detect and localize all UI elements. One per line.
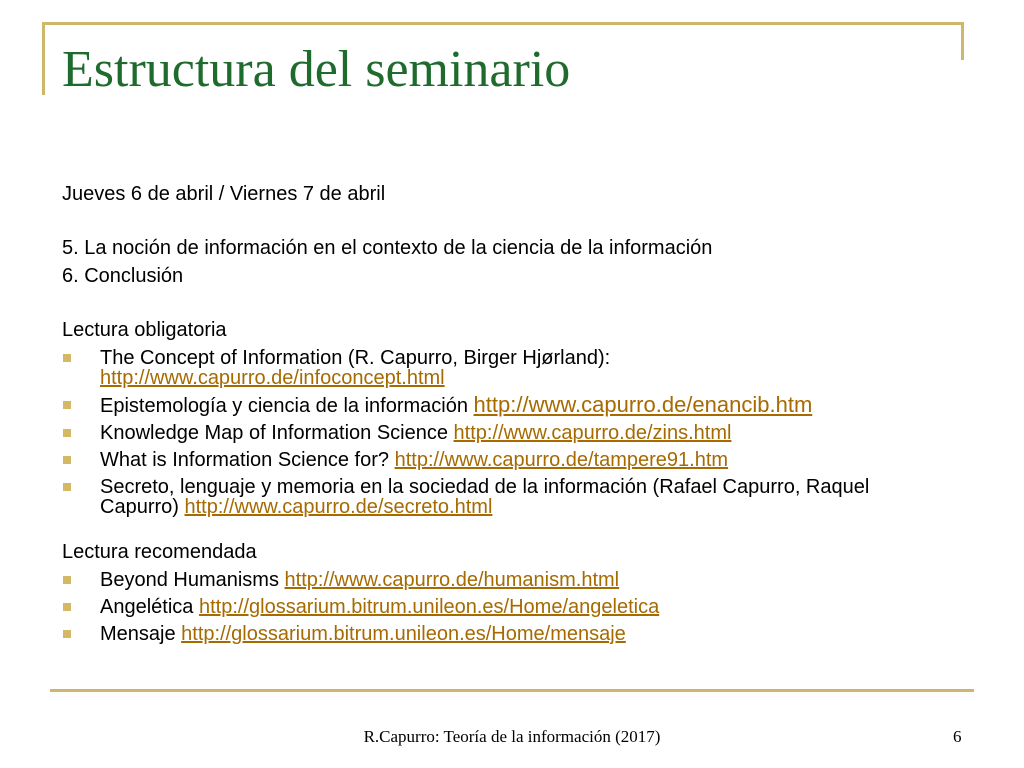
list-item [62, 423, 942, 443]
reading-title: What is Information Science for? [100, 449, 395, 471]
schedule-text: Jueves 6 de abril / Viernes 7 de abril [62, 183, 386, 205]
square-bullet-icon [63, 429, 71, 437]
square-bullet-icon [63, 630, 71, 638]
reading-title: Beyond Humanisms [100, 569, 285, 591]
slide-content [62, 180, 942, 651]
slide-title: Estructura del seminario [62, 41, 571, 98]
reading-link[interactable]: http://www.capurro.de/tampere91.htm [394, 449, 729, 471]
list-item [62, 392, 942, 417]
footer-text: R.Capurro: Teoría de la información (2017) [363, 727, 661, 746]
topic-6: 6. Conclusión [62, 265, 184, 287]
reading-title: Angelética [100, 596, 199, 618]
square-bullet-icon [63, 576, 71, 584]
page-number: 6 [953, 727, 962, 746]
reading-title: Knowledge Map of Information Science [100, 422, 454, 444]
square-bullet-icon [63, 401, 71, 409]
mandatory-reading-heading: Lectura obligatoria [62, 319, 227, 341]
topic-5: 5. La noción de información en el contexto de la ciencia de la información [62, 237, 713, 259]
reading-link[interactable]: http://www.capurro.de/secreto.html [184, 496, 493, 518]
list-item [62, 477, 942, 517]
list-item [62, 597, 942, 617]
reading-link[interactable]: http://www.capurro.de/infoconcept.html [100, 367, 445, 389]
reading-link[interactable]: http://www.capurro.de/humanism.html [284, 569, 620, 591]
reading-link[interactable]: http://glossarium.bitrum.unileon.es/Home/mensaje [181, 623, 626, 645]
reading-link[interactable]: http://www.capurro.de/enancib.htm [473, 392, 813, 417]
recommended-reading-heading: Lectura recomendada [62, 541, 257, 563]
list-item [62, 450, 942, 470]
square-bullet-icon [63, 456, 71, 464]
square-bullet-icon [63, 483, 71, 491]
square-bullet-icon [63, 603, 71, 611]
square-bullet-icon [63, 354, 71, 362]
reading-link[interactable]: http://glossarium.bitrum.unileon.es/Home/angeletica [198, 596, 660, 618]
list-item [62, 348, 942, 388]
left-accent-line [42, 22, 45, 95]
reading-title: The Concept of Information (R. Capurro, Birger Hjørland): [100, 347, 611, 369]
bottom-divider-line [50, 689, 974, 692]
reading-title: Secreto, lenguaje y memoria en la sociedad de la información (Rafael Capurro, Raquel Capurro) [100, 476, 870, 518]
list-item [62, 624, 942, 644]
list-item [62, 570, 942, 590]
reading-title: Epistemología y ciencia de la información [100, 395, 474, 417]
mandatory-reading-list [62, 348, 942, 517]
top-divider-line [42, 22, 964, 25]
right-accent-line [961, 22, 964, 60]
recommended-reading-list [62, 570, 942, 644]
reading-title: Mensaje [100, 623, 182, 645]
reading-link[interactable]: http://www.capurro.de/zins.html [453, 422, 732, 444]
